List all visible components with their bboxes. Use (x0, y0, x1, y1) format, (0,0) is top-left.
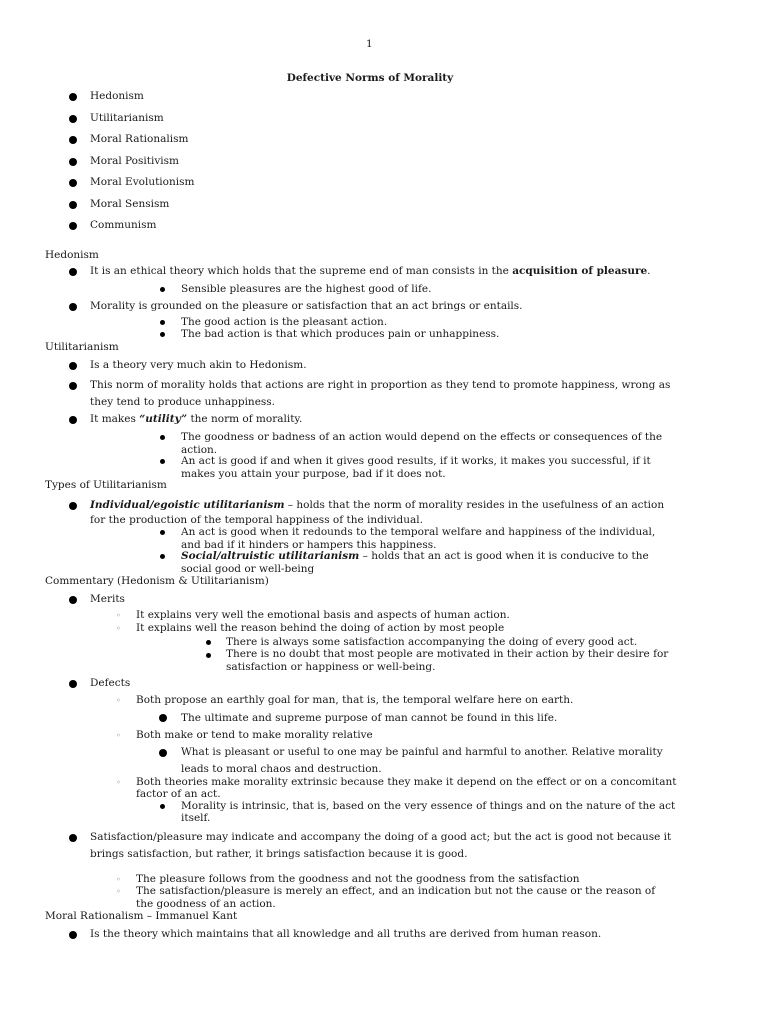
toc-item: Moral Evolutionism (90, 176, 195, 188)
paragraph: brings satisfaction, but rather, it brings satisfaction because it is good. (90, 848, 468, 860)
bullet-icon (69, 222, 77, 230)
bullet-icon (69, 834, 77, 842)
bullet-icon (69, 502, 77, 510)
bullet-icon (69, 416, 77, 424)
list-item: and bad if it hinders or hampers this happiness. (181, 539, 437, 551)
toc-item: Moral Sensism (90, 198, 170, 210)
list-item: The bad action is that which produces pain or unhappiness. (181, 328, 500, 340)
bullet-icon (160, 332, 165, 337)
page-number: 1 (366, 38, 373, 50)
circle-bullet-icon: ◦ (116, 624, 121, 633)
list-item: Sensible pleasures are the highest good of life. (181, 283, 432, 295)
paragraph: It makes “utility” the norm of morality. (90, 413, 303, 425)
list-item: The goodness or badness of an action would depend on the effects or consequences of the (181, 431, 663, 443)
paragraph: they tend to produce unhappiness. (90, 396, 276, 408)
list-item: factor of an act. (136, 788, 221, 800)
bullet-icon (206, 653, 211, 658)
bullet-icon (206, 640, 211, 645)
bullet-icon (69, 115, 77, 123)
bullet-icon (69, 136, 77, 144)
list-item: Both theories make morality extrinsic because they make it depend on the effect or on a concomitant (136, 776, 677, 788)
bullet-icon (160, 459, 165, 464)
list-item: It explains very well the emotional basis and aspects of human action. (136, 609, 510, 621)
list-item: Social/altruistic utilitarianism – holds that an act is good when it is conducive to the (181, 550, 649, 562)
list-item: There is always some satisfaction accompanying the doing of every good act. (226, 636, 638, 648)
list-item: What is pleasant or useful to one may be painful and harmful to another. Relative morality (181, 746, 663, 758)
list-item: Both propose an earthly goal for man, that is, the temporal welfare here on earth. (136, 694, 574, 706)
toc-item: Communism (90, 219, 157, 231)
bullet-icon (69, 680, 77, 688)
list-item: leads to moral chaos and destruction. (181, 763, 382, 775)
bullet-icon (160, 435, 165, 440)
list-item: The satisfaction/pleasure is merely an effect, and an indication but not the cause or the reason of (136, 885, 656, 897)
list-item: Morality is intrinsic, that is, based on the very essence of things and on the nature of the act (181, 800, 676, 812)
paragraph: Is the theory which maintains that all knowledge and all truths are derived from human reason. (90, 928, 602, 940)
bullet-icon (69, 201, 77, 209)
paragraph: This norm of morality holds that actions are right in proportion as they tend to promote happiness, wrong as (90, 379, 671, 391)
toc-item: Hedonism (90, 90, 144, 102)
subheading: Merits (90, 593, 125, 605)
list-item: The good action is the pleasant action. (181, 316, 388, 328)
circle-bullet-icon: ◦ (116, 875, 121, 884)
bullet-icon (159, 749, 167, 757)
list-item: makes you attain your purpose, bad if it does not. (181, 468, 446, 480)
bullet-icon (160, 554, 165, 559)
list-item: The ultimate and supreme purpose of man cannot be found in this life. (181, 712, 558, 724)
list-item: An act is good when it redounds to the temporal welfare and happiness of the individual, (181, 526, 656, 538)
list-item: the goodness of an action. (136, 898, 276, 910)
section-heading: Commentary (Hedonism & Utilitarianism) (45, 575, 269, 587)
subheading: Defects (90, 677, 131, 689)
page-title: Defective Norms of Morality (286, 72, 454, 84)
section-heading: Types of Utilitarianism (45, 479, 167, 491)
circle-bullet-icon: ◦ (116, 611, 121, 620)
paragraph: Satisfaction/pleasure may indicate and accompany the doing of a good act; but the act is good not because it (90, 831, 672, 843)
list-item: social good or well-being (181, 563, 315, 575)
bullet-icon (69, 596, 77, 604)
section-heading: Moral Rationalism – Immanuel Kant (45, 910, 238, 922)
bullet-icon (159, 714, 167, 722)
paragraph: for the production of the temporal happiness of the individual. (90, 514, 423, 526)
bullet-icon (69, 179, 77, 187)
paragraph: Individual/egoistic utilitarianism – holds that the norm of morality resides in the usefulness of an action (90, 499, 665, 511)
section-heading: Hedonism (45, 249, 99, 261)
circle-bullet-icon: ◦ (116, 696, 121, 705)
list-item: The pleasure follows from the goodness and not the goodness from the satisfaction (136, 873, 580, 885)
bullet-icon (69, 268, 77, 276)
paragraph: Morality is grounded on the pleasure or satisfaction that an act brings or entails. (90, 300, 523, 312)
paragraph: It is an ethical theory which holds that the supreme end of man consists in the acquisition of pleasure. (90, 265, 651, 277)
section-heading: Utilitarianism (45, 341, 119, 353)
toc-item: Moral Positivism (90, 155, 179, 167)
bullet-icon (69, 93, 77, 101)
list-item: itself. (181, 812, 211, 824)
bullet-icon (69, 158, 77, 166)
paragraph: Is a theory very much akin to Hedonism. (90, 359, 307, 371)
bullet-icon (69, 382, 77, 390)
list-item: An act is good if and when it gives good results, if it works, it makes you successful, if it (181, 455, 651, 467)
list-item: Both make or tend to make morality relative (136, 729, 373, 741)
toc-item: Utilitarianism (90, 112, 164, 124)
list-item: There is no doubt that most people are motivated in their action by their desire for (226, 648, 669, 660)
circle-bullet-icon: ◦ (116, 731, 121, 740)
bullet-icon (69, 362, 77, 370)
circle-bullet-icon: ◦ (116, 887, 121, 896)
list-item: It explains well the reason behind the doing of action by most people (136, 622, 505, 634)
list-item: satisfaction or happiness or well-being. (226, 661, 436, 673)
bullet-icon (69, 303, 77, 311)
circle-bullet-icon: ◦ (116, 778, 121, 787)
bullet-icon (160, 530, 165, 535)
toc-item: Moral Rationalism (90, 133, 189, 145)
bullet-icon (160, 804, 165, 809)
bullet-icon (160, 287, 165, 292)
bullet-icon (160, 320, 165, 325)
list-item: action. (181, 444, 218, 456)
bullet-icon (69, 931, 77, 939)
